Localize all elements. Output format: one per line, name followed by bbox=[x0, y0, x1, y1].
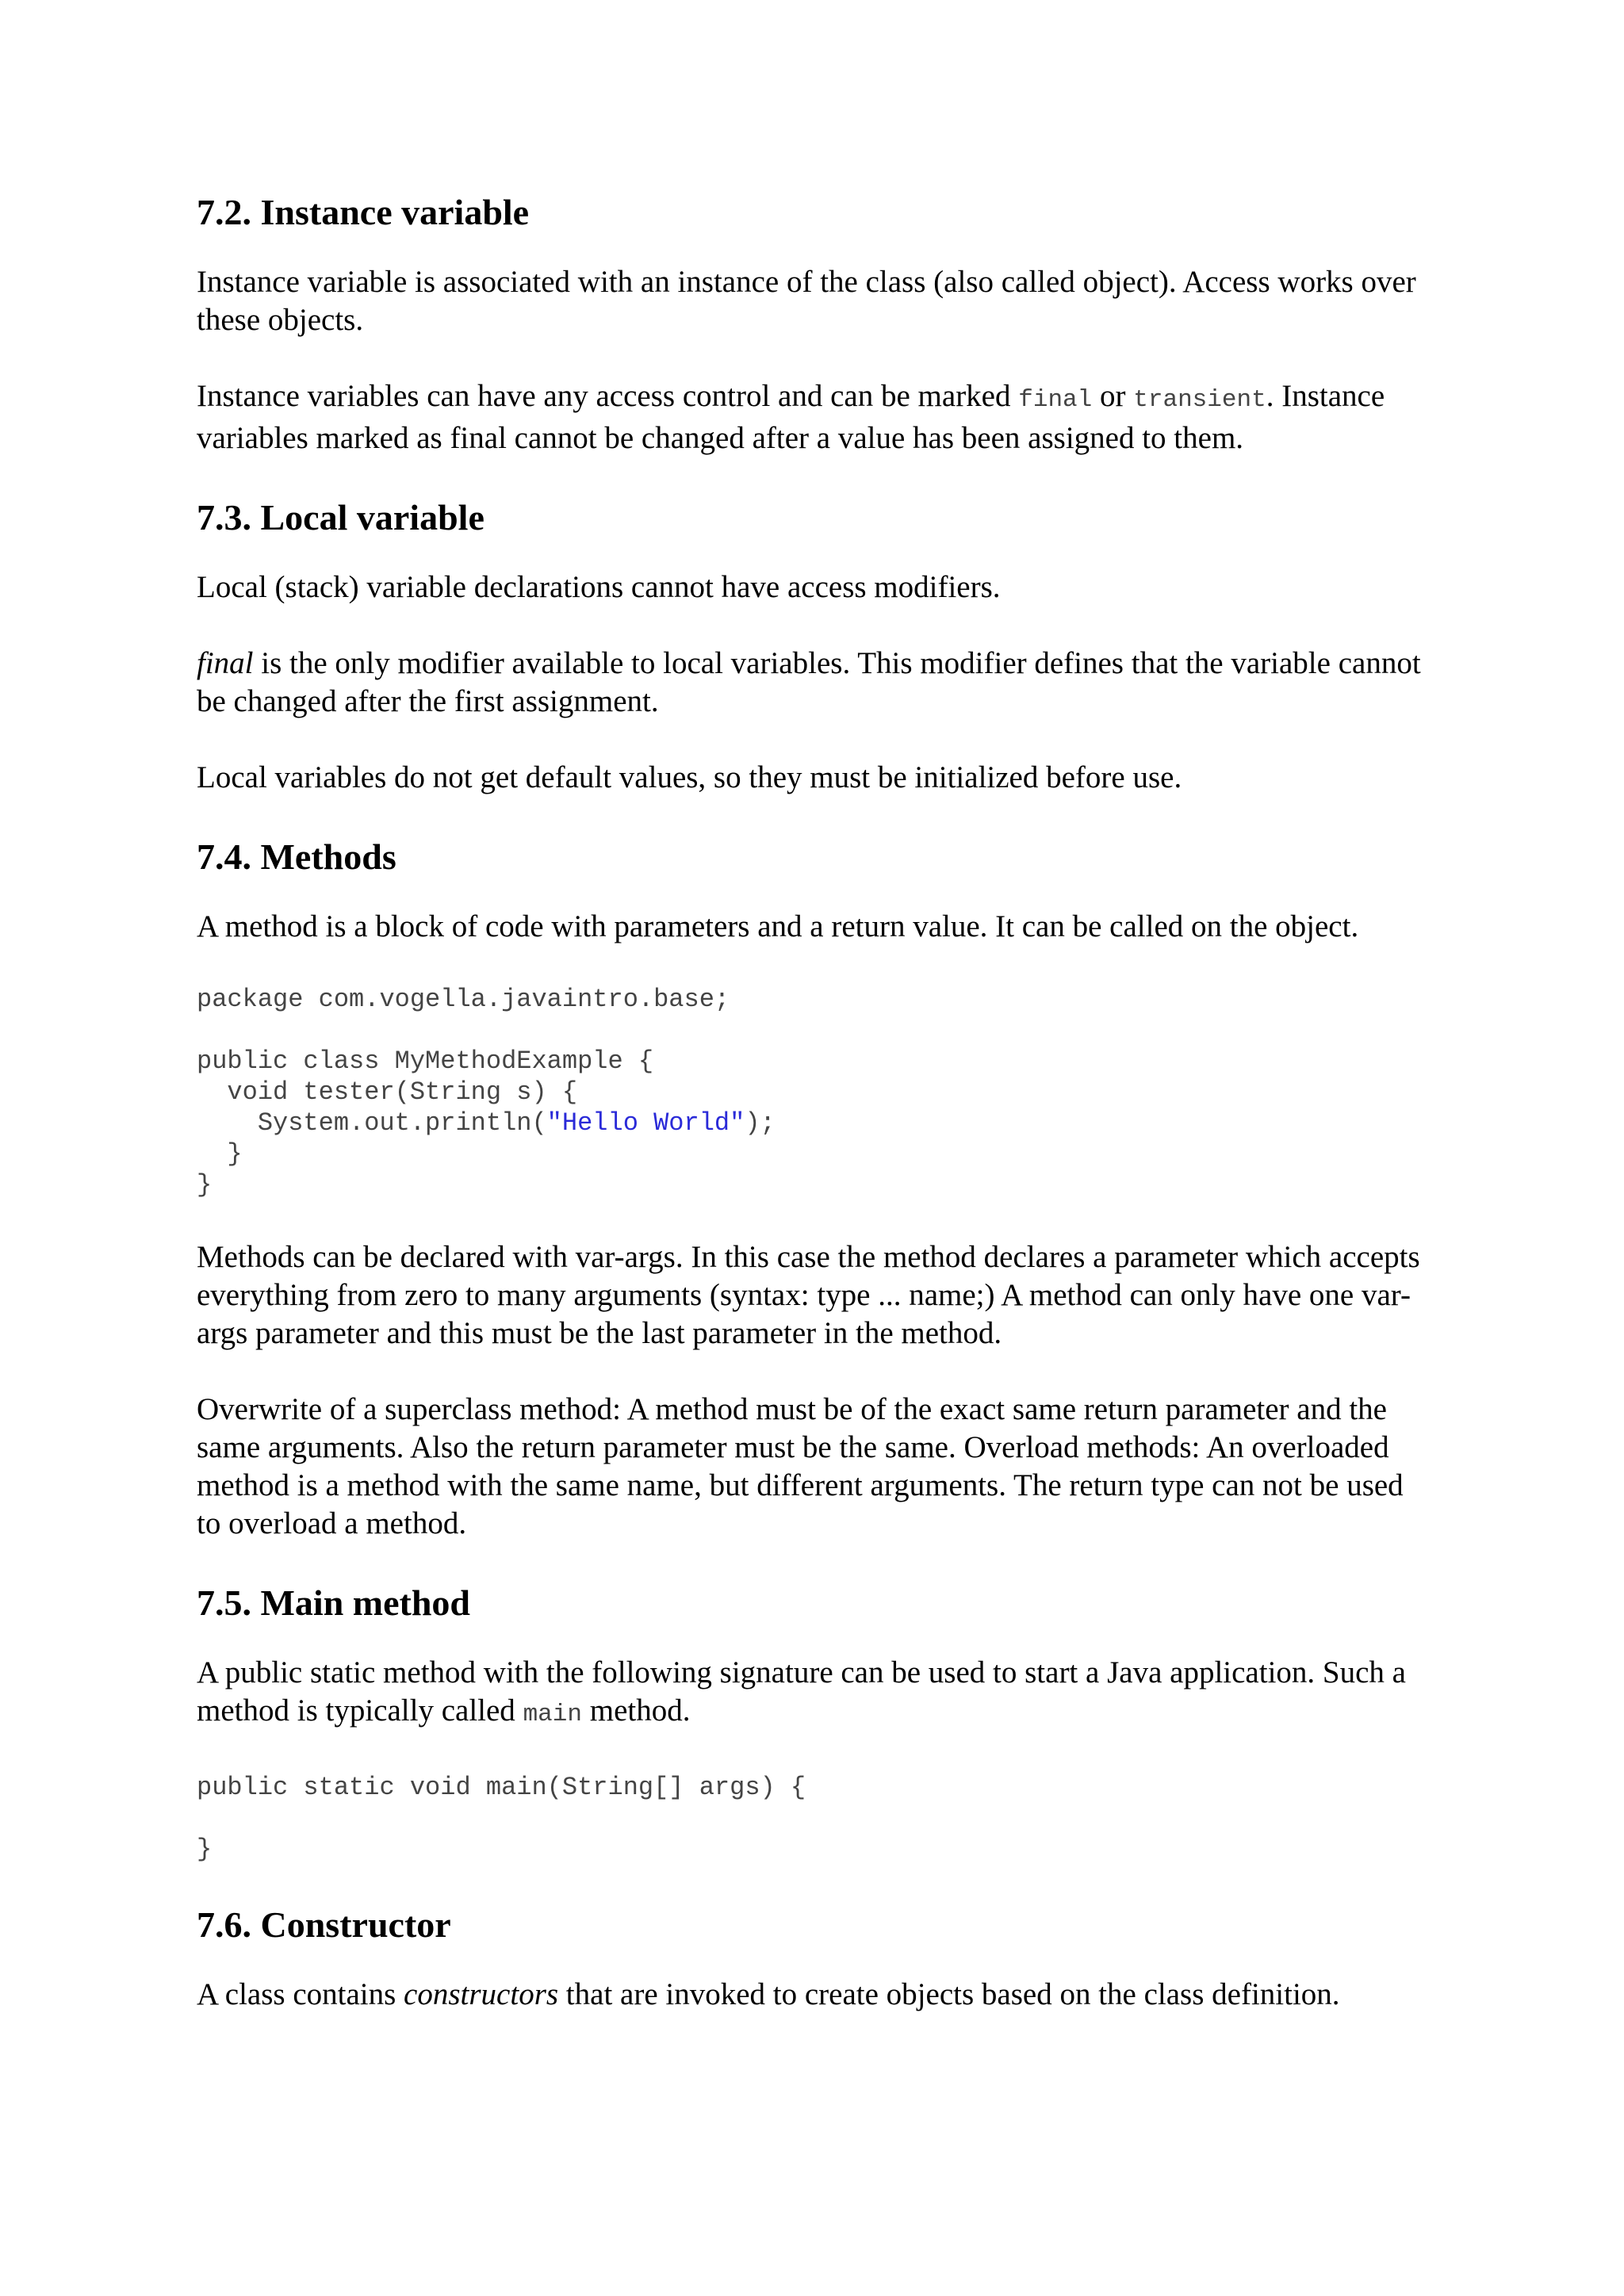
text: method. bbox=[581, 1693, 691, 1728]
code-main: main bbox=[523, 1701, 582, 1728]
emphasis-constructors: constructors bbox=[404, 1977, 559, 2011]
local-variable-paragraph-3: Local variables do not get default values, so they must be initialized before use. bbox=[197, 760, 1182, 794]
code-transient: transient bbox=[1133, 386, 1266, 414]
heading-methods: 7.4. Methods bbox=[197, 836, 396, 877]
code-string-literal: "Hello World" bbox=[546, 1108, 745, 1138]
heading-instance-variable: 7.2. Instance variable bbox=[197, 192, 530, 232]
text: A class contains bbox=[197, 1977, 404, 2011]
instance-variable-paragraph-2 bbox=[197, 377, 1434, 457]
code-block-main-signature: public static void main(String[] args) { } bbox=[197, 1773, 806, 1864]
heading-main-method: 7.5. Main method bbox=[197, 1582, 470, 1623]
emphasis-final: final bbox=[197, 646, 254, 680]
text: is the only modifier available to local variables. This modifier defines that the variable cannot be changed after the first assignment. bbox=[197, 646, 1421, 718]
text: . Instance variables marked as final cannot be changed after a value has been assigned to them. bbox=[197, 379, 1385, 455]
code-text: ); } } bbox=[197, 1108, 776, 1200]
code-final: final bbox=[1018, 386, 1093, 414]
heading-local-variable: 7.3. Local variable bbox=[197, 497, 485, 538]
text: or bbox=[1092, 379, 1134, 413]
constructor-paragraph-1 bbox=[197, 1976, 1434, 2014]
local-variable-paragraph-2 bbox=[197, 645, 1434, 721]
section-instance-variable bbox=[197, 190, 1434, 457]
methods-paragraph-2: Methods can be declared with var-args. In this case the method declares a parameter which accepts everything from zero to many arguments (syntax: type ... name;) A method can only have one var-args parameter and this must be the last parameter in the method. bbox=[197, 1240, 1420, 1350]
section-methods bbox=[197, 835, 1434, 1543]
methods-paragraph-1: A method is a block of code with parameters and a return value. It can be called on the object. bbox=[197, 909, 1359, 943]
text: Instance variables can have any access control and can be marked bbox=[197, 379, 1019, 413]
section-main-method bbox=[197, 1581, 1434, 1865]
local-variable-paragraph-1: Local (stack) variable declarations cannot have access modifiers. bbox=[197, 570, 1001, 604]
section-local-variable bbox=[197, 496, 1434, 797]
heading-constructor: 7.6. Constructor bbox=[197, 1904, 451, 1945]
code-block-method-example bbox=[197, 984, 1434, 1200]
methods-paragraph-3: Overwrite of a superclass method: A method must be of the exact same return parameter and the same arguments. Also the return parameter must be the same. Overload methods: An overloaded method is a method with the same name, but different arguments. The return type can not be used to overload a method. bbox=[197, 1392, 1404, 1540]
instance-variable-paragraph-1: Instance variable is associated with an instance of the class (also called object). Access works over these objects. bbox=[197, 265, 1416, 337]
code-text: package com.vogella.javaintro.base; public class MyMethodExample { void tester(String s) { System.out.println( bbox=[197, 985, 730, 1138]
text: A public static method with the following signature can be used to start a Java application. Such a method is typically called bbox=[197, 1655, 1406, 1728]
document-page bbox=[197, 190, 1434, 2052]
text: that are invoked to create objects based on the class definition. bbox=[558, 1977, 1340, 2011]
section-constructor bbox=[197, 1903, 1434, 2014]
main-method-paragraph-1 bbox=[197, 1654, 1434, 1734]
